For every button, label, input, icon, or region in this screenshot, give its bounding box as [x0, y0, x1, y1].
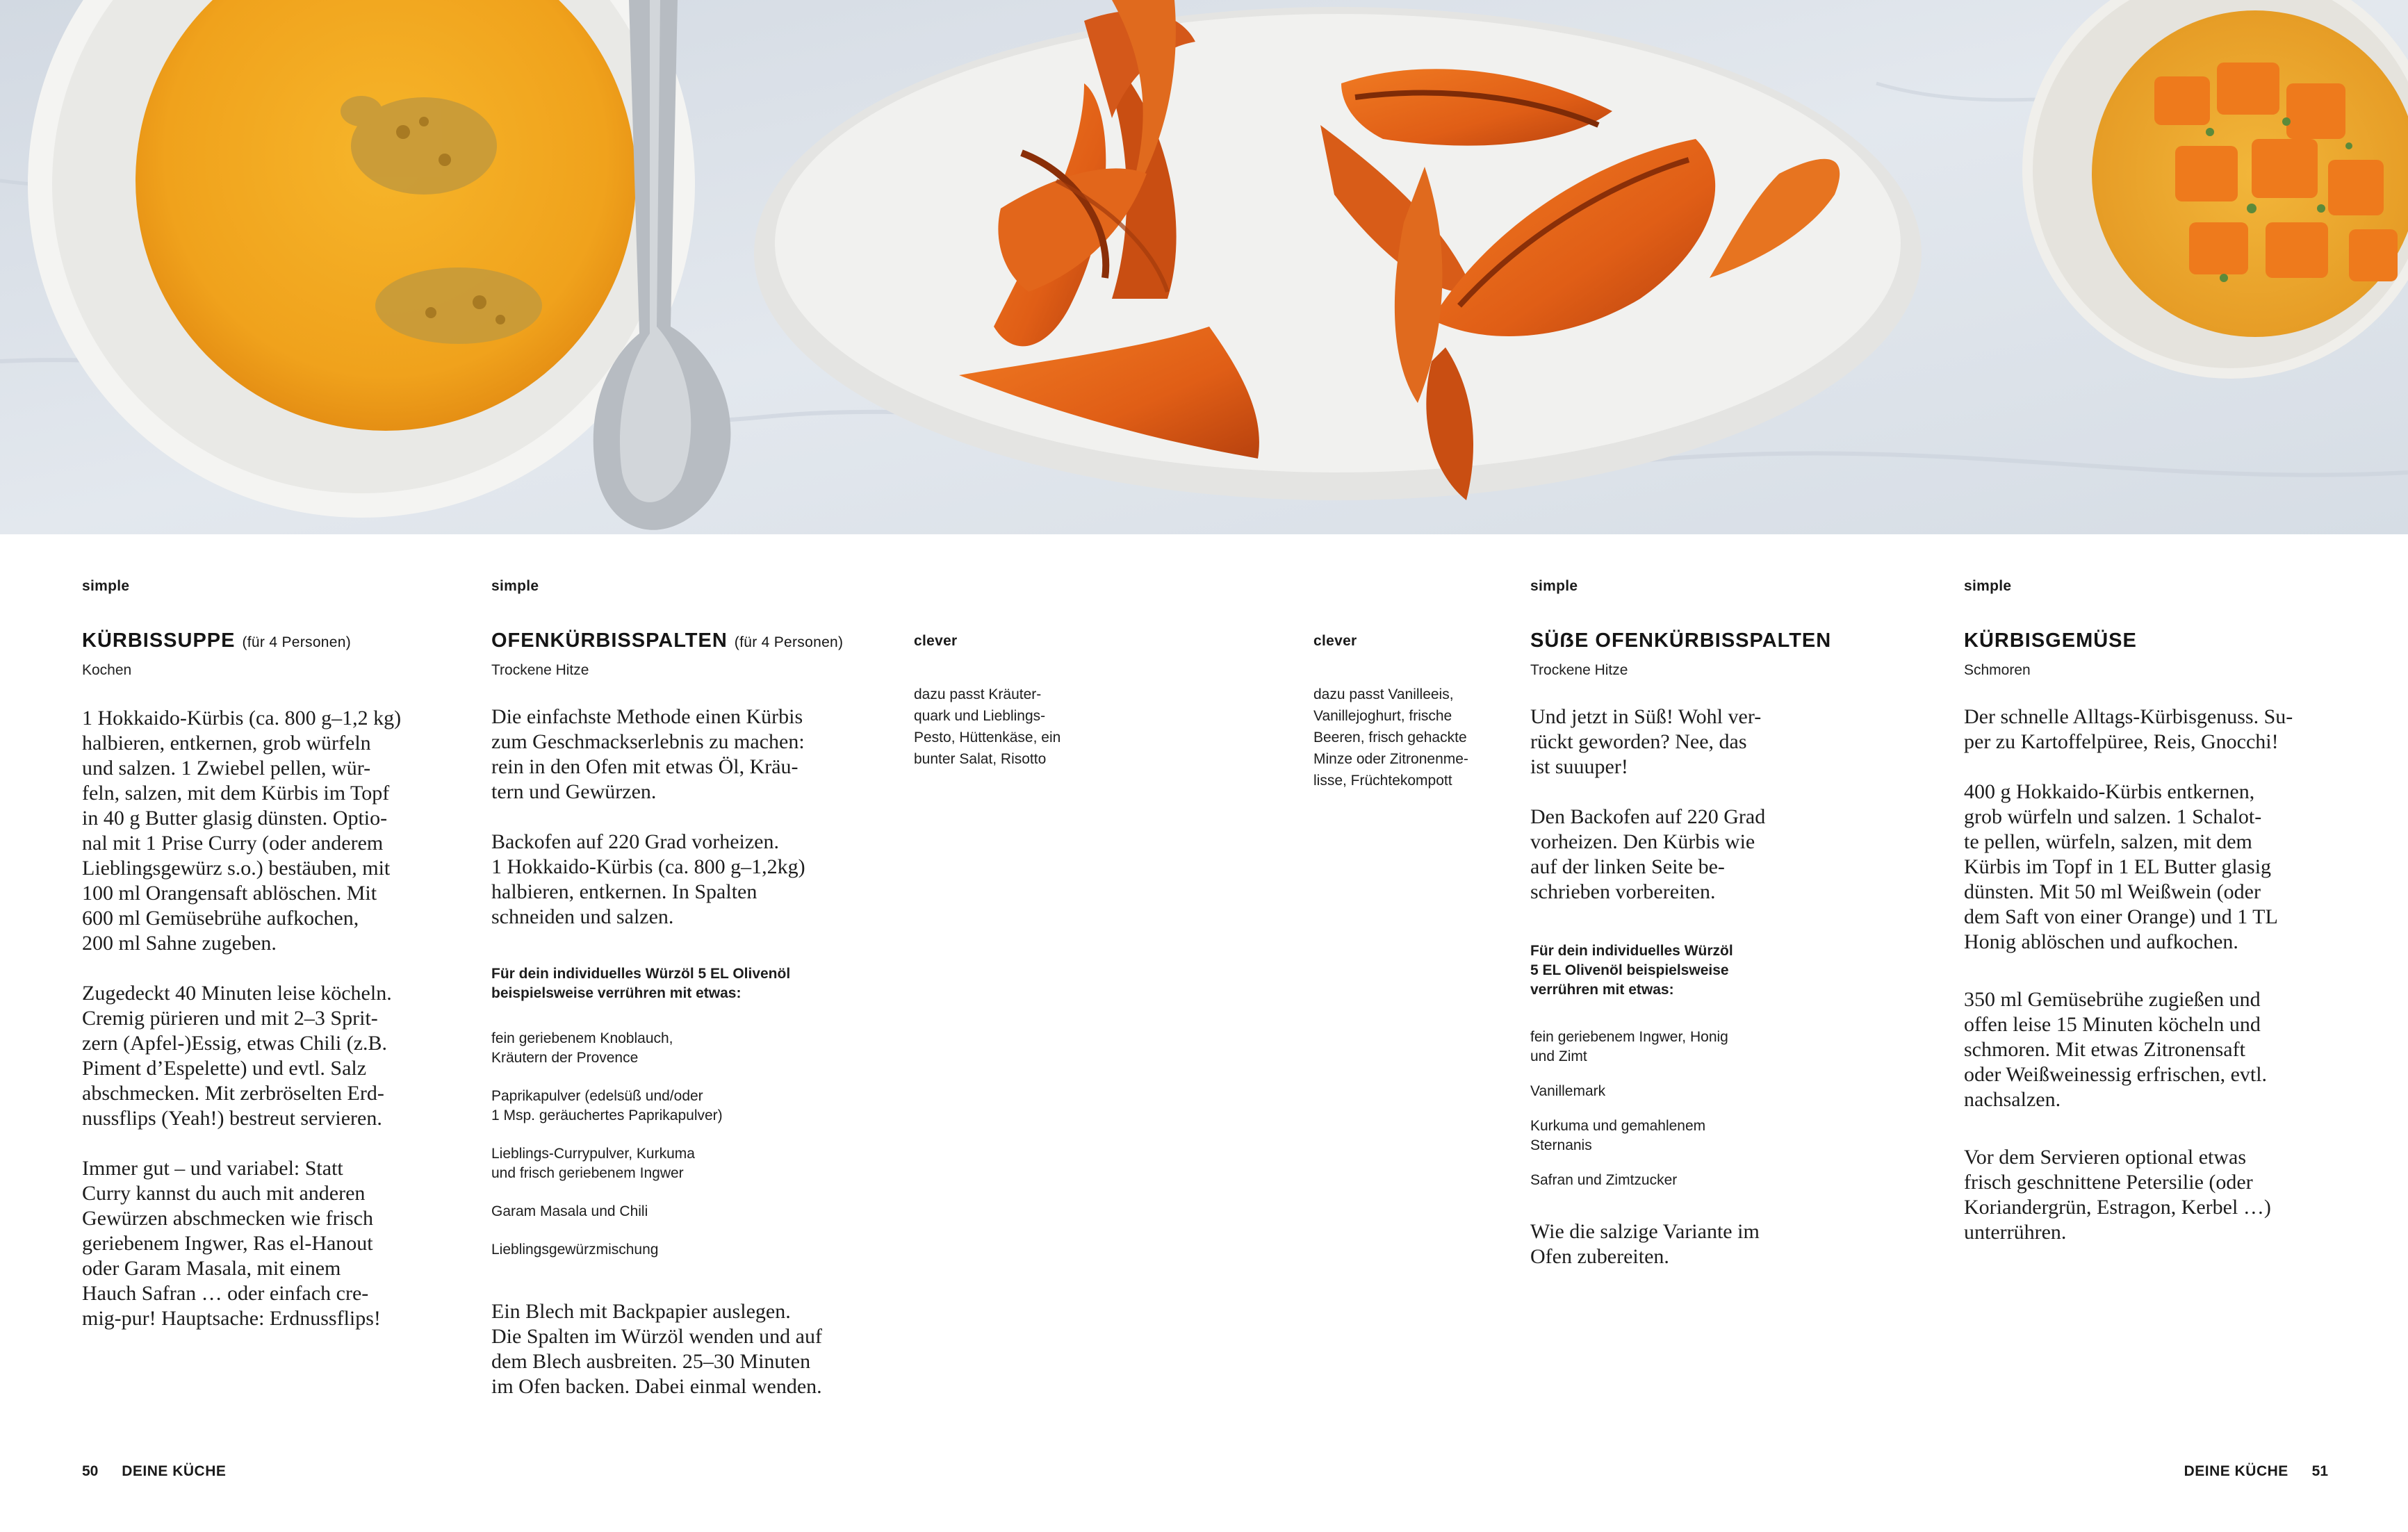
spice-option: fein geriebenem Knoblauch, Kräutern der Provence — [491, 1030, 673, 1066]
recipe-closing: Ein Blech mit Backpapier auslegen. Die Spalten im Würzöl wenden und auf dem Blech ausbreiten. 25–30 Minuten im Ofen backen. Dabei einmal wenden. — [491, 1300, 822, 1398]
body-paragraph: Der schnelle Alltags-Kürbisgenuss. Su- per zu Kartoffelpüree, Reis, Gnocchi! — [1964, 705, 2293, 753]
spice-oil-heading: Für dein individuelles Würzöl 5 EL Olivenöl beispielsweise verrühren mit etwas: — [1530, 943, 1733, 998]
clever-text: dazu passt Vanilleeis, Vanillejoghurt, frische Beeren, frisch gehackte Minze oder Zitronenme- lisse, Früchtekompott — [1313, 686, 1468, 789]
recipe-tag: simple — [1530, 578, 1578, 594]
page-number: 50 — [82, 1463, 99, 1479]
footer-right — [2184, 1463, 2328, 1480]
food-photo — [0, 0, 2408, 534]
footer-left — [82, 1463, 226, 1480]
spice-option: fein geriebenem Ingwer, Honig und Zimt — [1530, 1029, 1728, 1064]
body-paragraph: Die einfachste Methode einen Kürbis zum Geschmackserlebnis zu machen: rein in den Ofen mit etwas Öl, Kräu- tern und Gewürzen. — [491, 705, 805, 803]
running-title: DEINE KÜCHE — [2184, 1463, 2288, 1479]
body-paragraph: 400 g Hokkaido-Kürbis entkernen, grob würfeln und salzen. 1 Schalot- te pellen, würfeln, salzen, mit dem Kürbis im Topf in 1 EL Butter glasig dünsten. Mit 50 ml Weißwein (oder dem Saft von einer Orange) und 1 TL Honig ablöschen und aufkochen. — [1964, 780, 2278, 953]
recipe-title: SÜẞE OFENKÜRBISSPALTEN — [1530, 629, 1832, 652]
spice-option: Lieblings-Currypulver, Kurkuma und frisch geriebenem Ingwer — [491, 1146, 695, 1181]
spice-option: Garam Masala und Chili — [491, 1203, 648, 1219]
recipe-tag: simple — [1964, 578, 2012, 594]
clever-tag: clever — [1313, 633, 1357, 649]
recipe-title: KÜRBISGEMÜSE — [1964, 629, 2137, 652]
page-number: 51 — [2311, 1463, 2328, 1479]
body-paragraph: Den Backofen auf 220 Grad vorheizen. Den Kürbis wie auf der linken Seite be- schrieben vorbereiten. — [1530, 805, 1766, 903]
spice-option: Vanillemark — [1530, 1083, 1606, 1099]
spice-option: Lieblingsgewürzmischung — [491, 1242, 659, 1258]
spice-option: Kurkuma und gemahlenem Sternanis — [1530, 1118, 1706, 1153]
cooking-method: Schmoren — [1964, 662, 2031, 678]
body-paragraph: Zugedeckt 40 Minuten leise köcheln. Cremig pürieren und mit 2–3 Sprit- zern (Apfel-)Essig, etwas Chili (z.B. Piment d’Espelette) und evtl. Salz abschmecken. Mit zerbröselten Erd- nussflips (Yeah!) bestreut servieren. — [82, 982, 392, 1130]
servings-note: (für 4 Personen) — [734, 634, 844, 650]
cooking-method: Trockene Hitze — [1530, 662, 1628, 678]
spice-option: Paprikapulver (edelsüß und/oder 1 Msp. geräuchertes Paprikapulver) — [491, 1088, 723, 1123]
running-title: DEINE KÜCHE — [122, 1463, 227, 1479]
recipe-title-text: KÜRBISSUPPE — [82, 629, 236, 652]
body-paragraph: 350 ml Gemüsebrühe zugießen und offen leise 15 Minuten köcheln und schmoren. Mit etwas Zitronensaft oder Weißweinessig erfrischen, evtl. nachsalzen. — [1964, 988, 2268, 1111]
recipe-body — [491, 705, 805, 955]
spice-oil-options — [1530, 1028, 1728, 1205]
recipe-body — [82, 706, 401, 1356]
recipe-closing: Wie die salzige Variante im Ofen zubereiten. — [1530, 1220, 1760, 1268]
cooking-method: Trockene Hitze — [491, 662, 589, 678]
clever-text: dazu passt Kräuter- quark und Lieblings- Pesto, Hüttenkäse, ein bunter Salat, Risotto — [914, 686, 1061, 767]
recipe-tag: simple — [82, 578, 130, 594]
recipe-body — [1530, 705, 1765, 930]
recipe-tag: simple — [491, 578, 539, 594]
cooking-method: Kochen — [82, 662, 132, 678]
spice-oil-options — [491, 1029, 723, 1278]
body-paragraph: Immer gut – und variabel: Statt Curry kannst du auch mit anderen Gewürzen abschmecken wie frisch geriebenem Ingwer, Ras el-Hanout oder Garam Masala, mit einem Hauch Safran … oder einfach cre- mig-pur! Hauptsache: Erdnussflips! — [82, 1157, 381, 1330]
recipe-title — [82, 629, 351, 652]
recipe-body — [1964, 705, 2293, 1270]
body-paragraph: 1 Hokkaido-Kürbis (ca. 800 g–1,2 kg) halbieren, entkernen, grob würfeln und salzen. 1 Zwiebel pellen, wür- feln, salzen, mit dem Kürbis im Topf in 40 g Butter glasig dünsten. Optio- nal mit 1 Prise Curry (oder anderem Lieblingsgewürz s.o.) bestäuben, mit 100 ml Orangensaft ablöschen. Mit 600 ml Gemüsebrühe aufkochen, 200 ml Sahne zugeben. — [82, 707, 402, 955]
recipe-title — [491, 629, 843, 652]
body-paragraph: Backofen auf 220 Grad vorheizen. 1 Hokkaido-Kürbis (ca. 800 g–1,2kg) halbieren, entkernen. In Spalten schneiden und salzen. — [491, 830, 805, 928]
spice-oil-heading: Für dein individuelles Würzöl 5 EL Olivenöl beispielsweise verrühren mit etwas: — [491, 966, 791, 1001]
recipe-title-text: OFENKÜRBISSPALTEN — [491, 629, 728, 652]
servings-note: (für 4 Personen) — [242, 634, 352, 650]
body-paragraph: Und jetzt in Süß! Wohl ver- rückt geworden? Nee, das ist suuuper! — [1530, 705, 1762, 778]
clever-tag: clever — [914, 633, 958, 649]
body-paragraph: Vor dem Servieren optional etwas frisch geschnittene Petersilie (oder Koriandergrün, Estragon, Kerbel …) unterrühren. — [1964, 1146, 2271, 1244]
spice-option: Safran und Zimtzucker — [1530, 1172, 1678, 1188]
